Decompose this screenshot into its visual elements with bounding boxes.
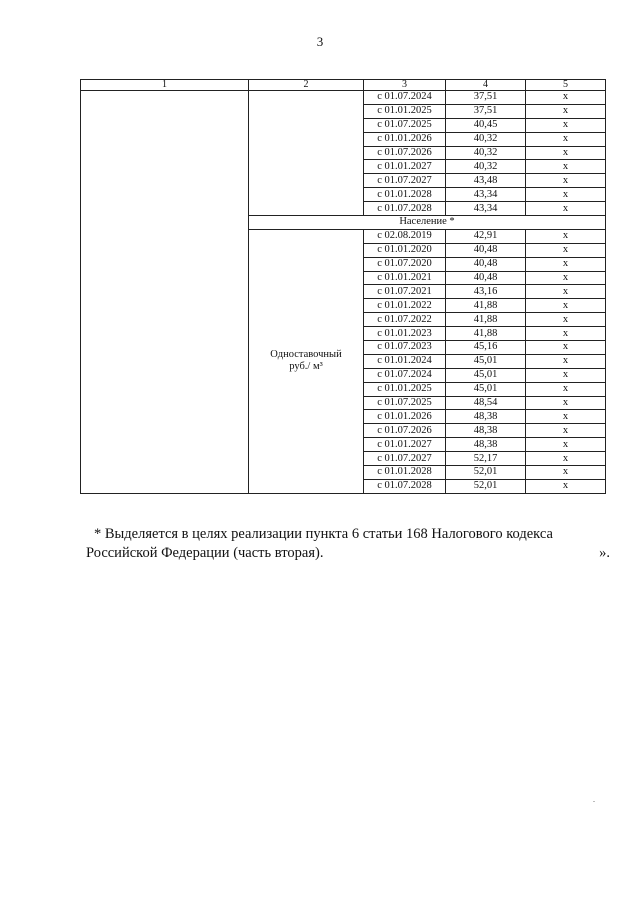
value-cell: 41,88 <box>446 299 526 313</box>
date-cell: с 01.01.2026 <box>364 132 446 146</box>
value-cell: 40,48 <box>446 271 526 285</box>
vat-cell: х <box>526 354 606 368</box>
column-number-header: 4 <box>446 80 526 91</box>
vat-cell: х <box>526 132 606 146</box>
section-title: Население * <box>249 216 606 230</box>
value-cell: 52,17 <box>446 452 526 466</box>
value-cell: 48,54 <box>446 396 526 410</box>
value-cell: 52,01 <box>446 479 526 493</box>
column-number-header: 2 <box>249 80 364 91</box>
tariff-type-label: Одноставочный <box>270 349 342 361</box>
date-cell: с 01.07.2027 <box>364 452 446 466</box>
value-cell: 52,01 <box>446 466 526 480</box>
vat-cell: х <box>526 327 606 341</box>
footnote-closing-quote: ». <box>599 545 610 561</box>
date-cell: с 01.07.2022 <box>364 313 446 327</box>
date-cell: с 01.07.2021 <box>364 285 446 299</box>
footnote <box>86 525 610 563</box>
value-cell: 45,01 <box>446 368 526 382</box>
date-cell: с 01.01.2022 <box>364 299 446 313</box>
date-cell: с 01.07.2026 <box>364 424 446 438</box>
tariff-type-cell <box>249 229 364 493</box>
date-cell: с 01.07.2026 <box>364 146 446 160</box>
vat-cell: х <box>526 188 606 202</box>
date-cell: с 01.01.2028 <box>364 466 446 480</box>
vat-cell: х <box>526 257 606 271</box>
table-header-row <box>81 80 606 91</box>
value-cell: 42,91 <box>446 229 526 243</box>
vat-cell: х <box>526 479 606 493</box>
date-cell: с 01.07.2023 <box>364 341 446 355</box>
tariff-unit-label: руб./ м³ <box>289 361 323 373</box>
value-cell: 40,48 <box>446 243 526 257</box>
vat-cell: х <box>526 243 606 257</box>
column-number-header: 1 <box>81 80 249 91</box>
value-cell: 41,88 <box>446 327 526 341</box>
date-cell: с 01.01.2025 <box>364 382 446 396</box>
page-number: 3 <box>316 34 324 49</box>
scan-speck <box>593 801 595 802</box>
date-cell: с 01.01.2027 <box>364 438 446 452</box>
vat-cell: х <box>526 104 606 118</box>
vat-cell: х <box>526 118 606 132</box>
empty-cell-col1 <box>81 91 249 494</box>
date-cell: с 01.07.2025 <box>364 396 446 410</box>
value-cell: 48,38 <box>446 424 526 438</box>
vat-cell: х <box>526 202 606 216</box>
date-cell: с 01.01.2023 <box>364 327 446 341</box>
value-cell: 40,48 <box>446 257 526 271</box>
date-cell: с 02.08.2019 <box>364 229 446 243</box>
vat-cell: х <box>526 424 606 438</box>
vat-cell: х <box>526 146 606 160</box>
date-cell: с 01.01.2021 <box>364 271 446 285</box>
vat-cell: х <box>526 229 606 243</box>
vat-cell: х <box>526 285 606 299</box>
date-cell: с 01.07.2028 <box>364 202 446 216</box>
tariff-table <box>80 79 606 494</box>
vat-cell: х <box>526 91 606 105</box>
value-cell: 40,45 <box>446 118 526 132</box>
date-cell: с 01.07.2024 <box>364 368 446 382</box>
vat-cell: х <box>526 160 606 174</box>
date-cell: с 01.01.2027 <box>364 160 446 174</box>
date-cell: с 01.01.2020 <box>364 243 446 257</box>
value-cell: 48,38 <box>446 410 526 424</box>
date-cell: с 01.07.2020 <box>364 257 446 271</box>
value-cell: 41,88 <box>446 313 526 327</box>
vat-cell: х <box>526 466 606 480</box>
value-cell: 37,51 <box>446 104 526 118</box>
vat-cell: х <box>526 174 606 188</box>
vat-cell: х <box>526 299 606 313</box>
empty-cell-col2 <box>249 91 364 216</box>
vat-cell: х <box>526 410 606 424</box>
value-cell: 43,48 <box>446 174 526 188</box>
value-cell: 37,51 <box>446 91 526 105</box>
vat-cell: х <box>526 438 606 452</box>
value-cell: 43,16 <box>446 285 526 299</box>
value-cell: 40,32 <box>446 132 526 146</box>
vat-cell: х <box>526 452 606 466</box>
column-number-header: 3 <box>364 80 446 91</box>
value-cell: 45,01 <box>446 354 526 368</box>
value-cell: 43,34 <box>446 202 526 216</box>
value-cell: 40,32 <box>446 160 526 174</box>
vat-cell: х <box>526 396 606 410</box>
value-cell: 40,32 <box>446 146 526 160</box>
date-cell: с 01.01.2026 <box>364 410 446 424</box>
vat-cell: х <box>526 382 606 396</box>
value-cell: 48,38 <box>446 438 526 452</box>
value-cell: 45,16 <box>446 341 526 355</box>
value-cell: 43,34 <box>446 188 526 202</box>
vat-cell: х <box>526 341 606 355</box>
vat-cell: х <box>526 313 606 327</box>
date-cell: с 01.07.2024 <box>364 91 446 105</box>
date-cell: с 01.07.2025 <box>364 118 446 132</box>
footnote-line-1: * Выделяется в целях реализации пункта 6 статьи 168 Налогового кодекса <box>94 526 553 542</box>
vat-cell: х <box>526 271 606 285</box>
value-cell: 45,01 <box>446 382 526 396</box>
table-row <box>81 91 606 105</box>
column-number-header: 5 <box>526 80 606 91</box>
vat-cell: х <box>526 368 606 382</box>
date-cell: с 01.01.2025 <box>364 104 446 118</box>
footnote-line-2: Российской Федерации (часть вторая). <box>86 545 324 561</box>
date-cell: с 01.07.2028 <box>364 479 446 493</box>
date-cell: с 01.01.2028 <box>364 188 446 202</box>
date-cell: с 01.07.2027 <box>364 174 446 188</box>
date-cell: с 01.01.2024 <box>364 354 446 368</box>
